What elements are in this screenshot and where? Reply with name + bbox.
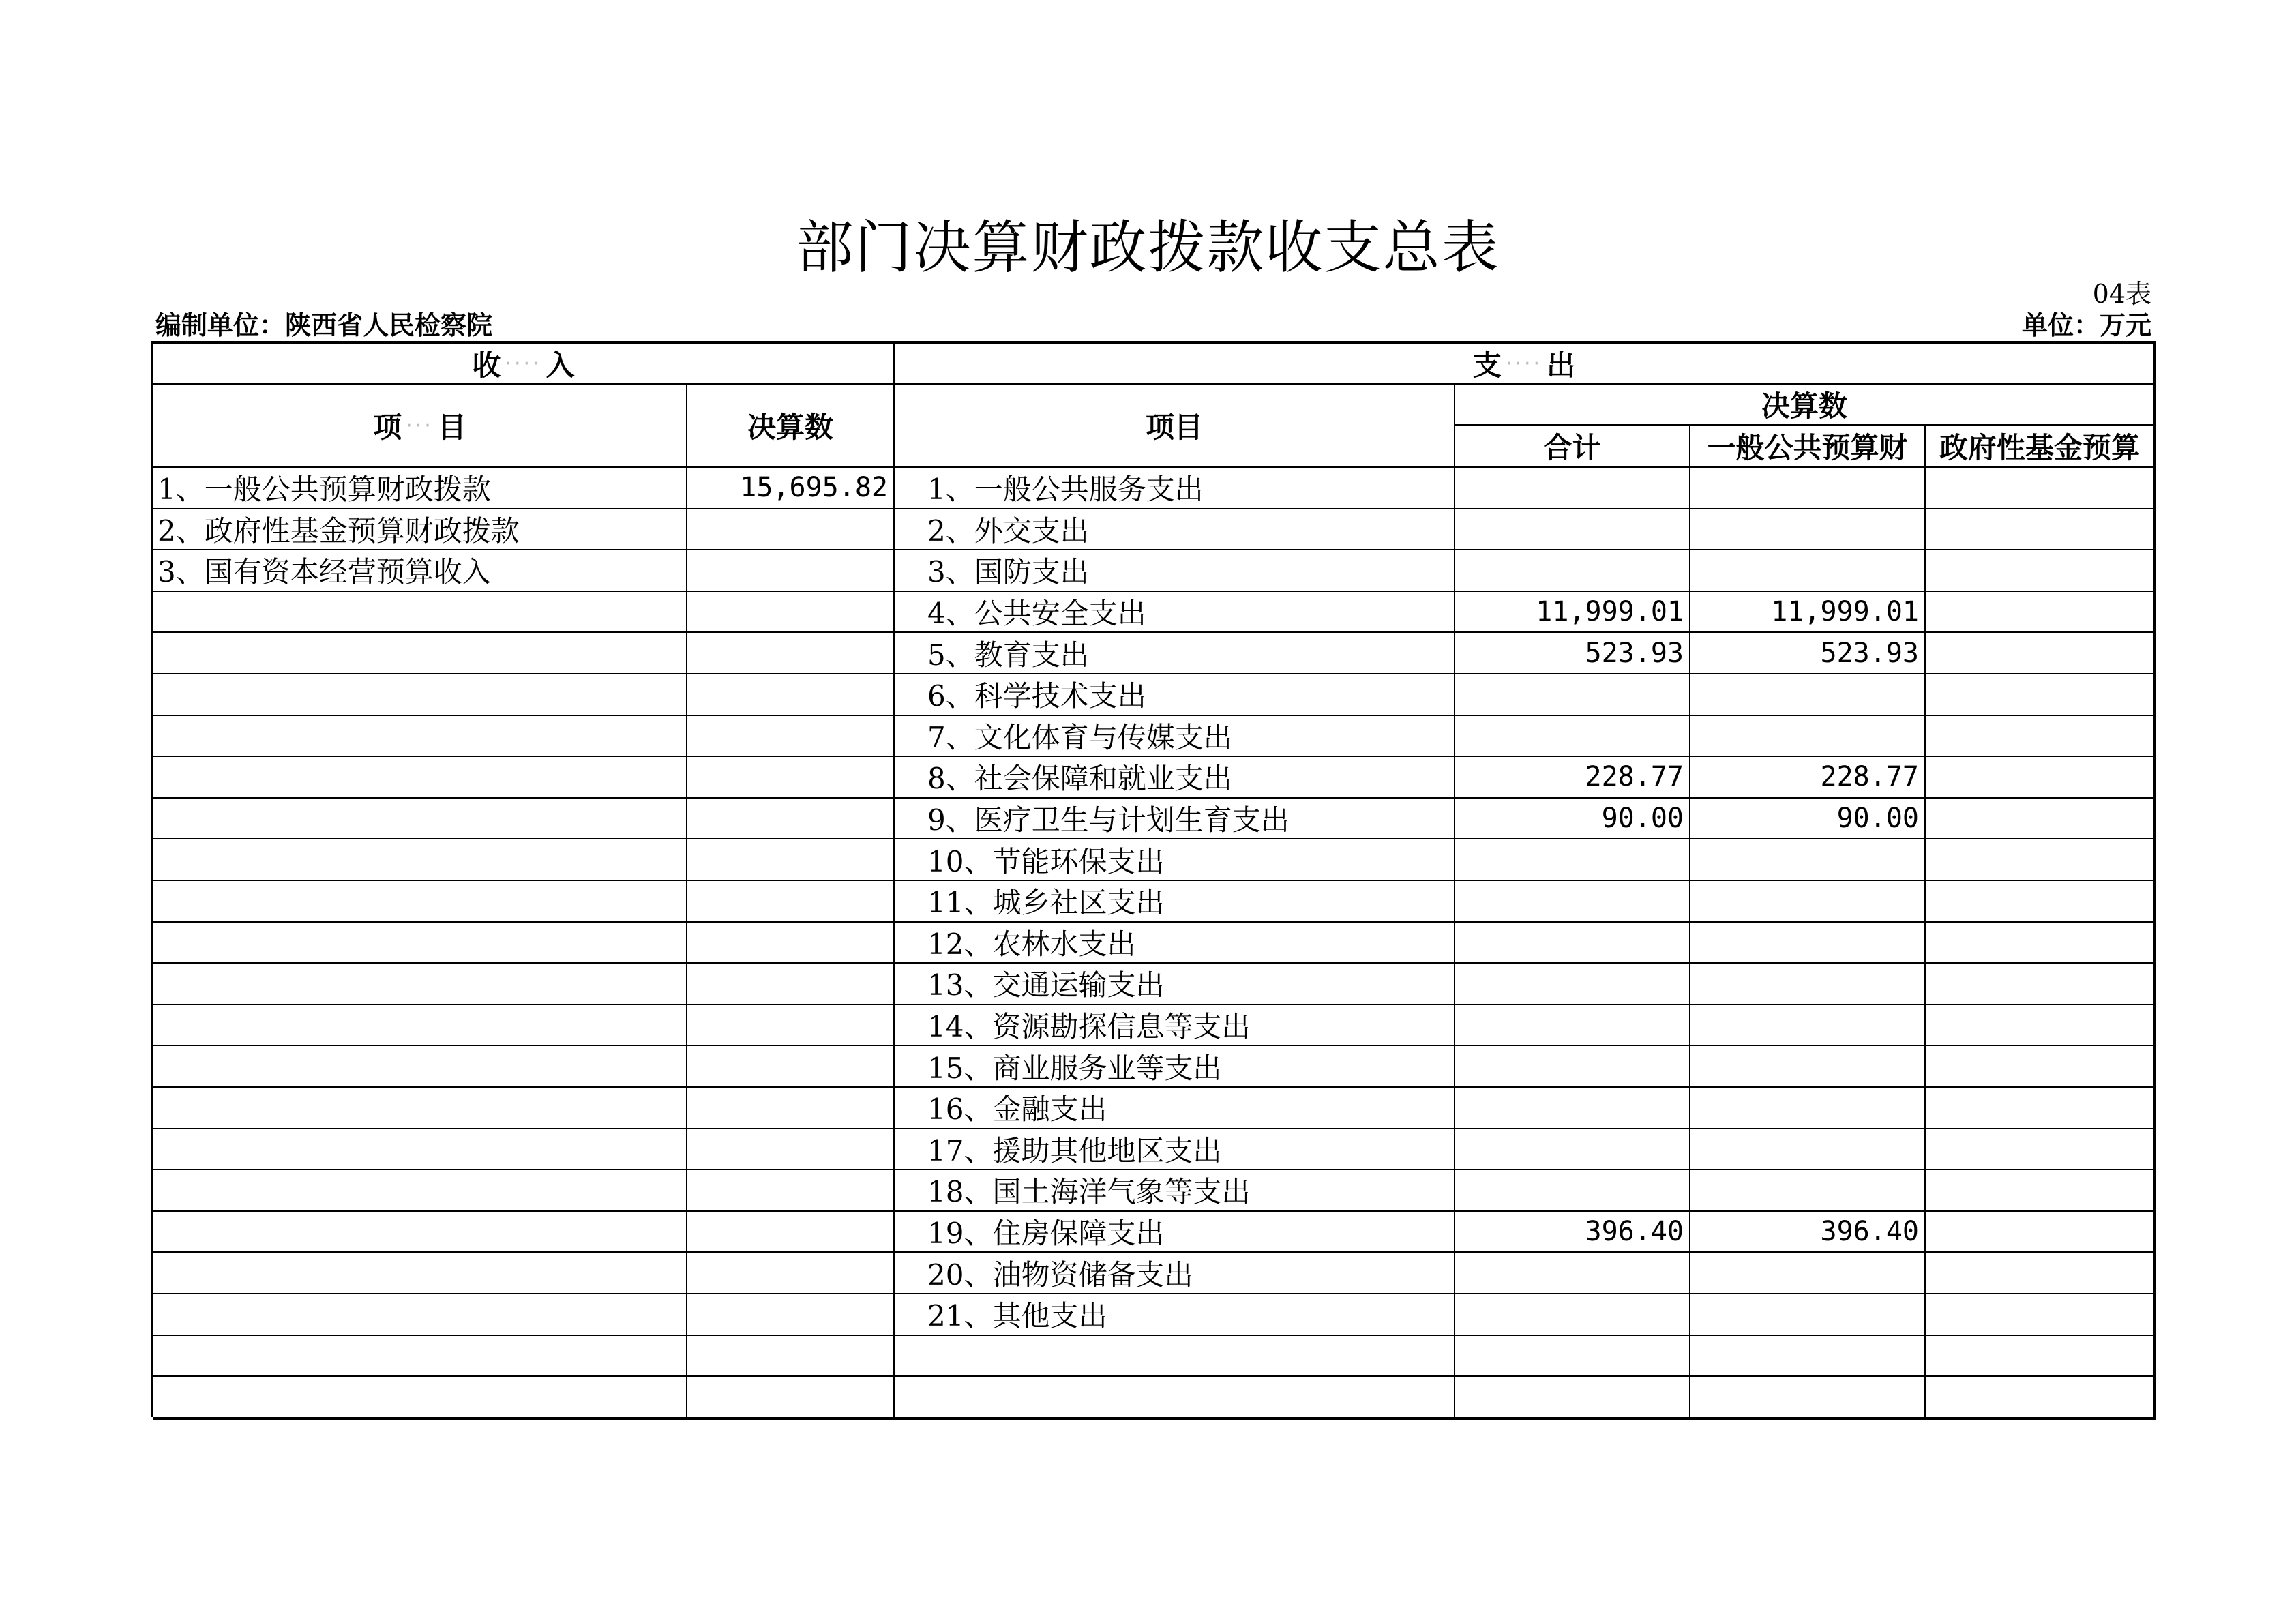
income-item-cell [153, 1294, 687, 1336]
expense-item-cell: 10、节能环保支出 [895, 839, 1455, 881]
expense-item-cell: 11、城乡社区支出 [895, 881, 1455, 923]
expense-item-cell: 21、其他支出 [895, 1294, 1455, 1336]
expense-general-cell [1690, 964, 1926, 1005]
expense-total-cell [1455, 468, 1690, 509]
expense-fund-cell [1926, 923, 2156, 964]
income-amount-cell: 15,695.82 [687, 468, 895, 509]
expense-total-cell [1455, 1129, 1690, 1171]
expense-item-cell [895, 1336, 1455, 1378]
expense-total-cell [1455, 509, 1690, 551]
expense-general-cell [1690, 1046, 1926, 1088]
income-amount-cell [687, 964, 895, 1005]
income-amount-cell [687, 550, 895, 592]
header-general-budget: 一般公共预算财 [1690, 426, 1926, 468]
header-item-left-tail: 目 [437, 411, 466, 444]
header-income [153, 344, 895, 385]
page-title: 部门决算财政拨款收支总表 [796, 214, 1500, 281]
expense-total-cell: 523.93 [1455, 633, 1690, 674]
income-item-cell [153, 1005, 687, 1047]
expense-item-cell: 17、援助其他地区支出 [895, 1129, 1455, 1171]
expense-total-cell: 396.40 [1455, 1212, 1690, 1253]
expense-total-cell [1455, 716, 1690, 758]
income-item-cell [153, 592, 687, 634]
income-item-cell [153, 1336, 687, 1378]
expense-general-cell: 11,999.01 [1690, 592, 1926, 634]
income-amount-cell [687, 633, 895, 674]
income-item-cell [153, 757, 687, 799]
expense-total-cell [1455, 1005, 1690, 1047]
income-item-cell [153, 716, 687, 758]
income-item-cell [153, 1046, 687, 1088]
header-amount-left: 决算数 [687, 385, 895, 468]
income-item-cell: 1、一般公共预算财政拨款 [153, 468, 687, 509]
expense-general-cell [1690, 674, 1926, 716]
expense-total-cell [1455, 1253, 1690, 1294]
expense-total-cell: 11,999.01 [1455, 592, 1690, 634]
header-income-dots: ···· [505, 351, 542, 376]
compiling-unit: 编制单位：陕西省人民检察院 [155, 310, 493, 340]
expense-item-cell [895, 1377, 1455, 1420]
income-amount-cell [687, 1377, 895, 1420]
expense-general-cell [1690, 1088, 1926, 1129]
income-item-cell: 3、国有资本经营预算收入 [153, 550, 687, 592]
expense-total-cell [1455, 881, 1690, 923]
expense-fund-cell [1926, 1129, 2156, 1171]
income-amount-cell [687, 592, 895, 634]
expense-item-cell: 9、医疗卫生与计划生育支出 [895, 799, 1455, 840]
income-amount-cell [687, 1212, 895, 1253]
expense-general-cell [1690, 923, 1926, 964]
expense-general-cell [1690, 1005, 1926, 1047]
expense-general-cell: 90.00 [1690, 799, 1926, 840]
income-item-cell [153, 923, 687, 964]
expense-item-cell: 7、文化体育与传媒支出 [895, 716, 1455, 758]
income-amount-cell [687, 1129, 895, 1171]
income-amount-cell [687, 716, 895, 758]
income-amount-cell [687, 674, 895, 716]
expense-total-cell [1455, 1377, 1690, 1420]
expense-item-cell: 19、住房保障支出 [895, 1212, 1455, 1253]
expense-general-cell [1690, 716, 1926, 758]
income-item-cell [153, 799, 687, 840]
table-number: 04表 [2092, 279, 2151, 309]
income-amount-cell [687, 1005, 895, 1047]
expense-fund-cell [1926, 674, 2156, 716]
income-amount-cell [687, 1253, 895, 1294]
income-item-cell [153, 1253, 687, 1294]
income-item-cell [153, 633, 687, 674]
expense-fund-cell [1926, 1212, 2156, 1253]
expense-fund-cell [1926, 550, 2156, 592]
header-item-left-dots: ··· [406, 413, 434, 438]
header-income-text: 收 [472, 348, 501, 382]
expense-item-cell: 5、教育支出 [895, 633, 1455, 674]
income-item-cell [153, 1212, 687, 1253]
expense-fund-cell [1926, 1005, 2156, 1047]
expense-fund-cell [1926, 1377, 2156, 1420]
expense-total-cell [1455, 550, 1690, 592]
expense-item-cell: 1、一般公共服务支出 [895, 468, 1455, 509]
expense-total-cell [1455, 923, 1690, 964]
expense-fund-cell [1926, 799, 2156, 840]
expense-general-cell: 523.93 [1690, 633, 1926, 674]
expense-total-cell: 228.77 [1455, 757, 1690, 799]
expense-fund-cell [1926, 716, 2156, 758]
income-item-cell [153, 674, 687, 716]
header-item-left-text: 项 [373, 411, 402, 444]
expense-fund-cell [1926, 881, 2156, 923]
expense-general-cell [1690, 1129, 1926, 1171]
expense-general-cell [1690, 550, 1926, 592]
header-amount-right: 决算数 [1455, 385, 2156, 426]
header-item-right: 项目 [895, 385, 1455, 468]
income-amount-cell [687, 923, 895, 964]
income-amount-cell [687, 799, 895, 840]
expense-total-cell: 90.00 [1455, 799, 1690, 840]
header-expense-tail: 出 [1547, 348, 1576, 382]
expense-general-cell [1690, 1377, 1926, 1420]
income-amount-cell [687, 1088, 895, 1129]
expense-item-cell: 15、商业服务业等支出 [895, 1046, 1455, 1088]
income-amount-cell [687, 757, 895, 799]
expense-total-cell [1455, 964, 1690, 1005]
income-item-cell [153, 881, 687, 923]
header-item-left [153, 385, 687, 468]
income-item-cell [153, 1170, 687, 1212]
header-expense-text: 支 [1472, 348, 1502, 382]
income-item-cell: 2、政府性基金预算财政拨款 [153, 509, 687, 551]
expense-item-cell: 3、国防支出 [895, 550, 1455, 592]
expense-item-cell: 8、社会保障和就业支出 [895, 757, 1455, 799]
expense-fund-cell [1926, 839, 2156, 881]
income-item-cell [153, 1088, 687, 1129]
finance-table [151, 341, 2156, 1417]
expense-fund-cell [1926, 1336, 2156, 1378]
expense-general-cell [1690, 1170, 1926, 1212]
header-fund-budget: 政府性基金预算 [1926, 426, 2156, 468]
expense-general-cell [1690, 1336, 1926, 1378]
expense-item-cell: 2、外交支出 [895, 509, 1455, 551]
expense-fund-cell [1926, 1088, 2156, 1129]
expense-item-cell: 6、科学技术支出 [895, 674, 1455, 716]
expense-total-cell [1455, 1170, 1690, 1212]
income-amount-cell [687, 1046, 895, 1088]
expense-fund-cell [1926, 509, 2156, 551]
expense-item-cell: 18、国土海洋气象等支出 [895, 1170, 1455, 1212]
expense-general-cell [1690, 839, 1926, 881]
expense-item-cell: 20、油物资储备支出 [895, 1253, 1455, 1294]
expense-fund-cell [1926, 1046, 2156, 1088]
expense-general-cell [1690, 1294, 1926, 1336]
expense-total-cell [1455, 1046, 1690, 1088]
income-amount-cell [687, 839, 895, 881]
expense-total-cell [1455, 1336, 1690, 1378]
expense-general-cell [1690, 881, 1926, 923]
expense-general-cell [1690, 1253, 1926, 1294]
expense-total-cell [1455, 839, 1690, 881]
expense-fund-cell [1926, 1170, 2156, 1212]
expense-total-cell [1455, 674, 1690, 716]
income-item-cell [153, 1129, 687, 1171]
expense-fund-cell [1926, 964, 2156, 1005]
expense-general-cell: 228.77 [1690, 757, 1926, 799]
income-amount-cell [687, 881, 895, 923]
income-item-cell [153, 1377, 687, 1420]
expense-item-cell: 4、公共安全支出 [895, 592, 1455, 634]
currency-unit: 单位：万元 [2021, 310, 2151, 340]
expense-general-cell: 396.40 [1690, 1212, 1926, 1253]
income-item-cell [153, 964, 687, 1005]
income-amount-cell [687, 509, 895, 551]
expense-fund-cell [1926, 757, 2156, 799]
expense-item-cell: 14、资源勘探信息等支出 [895, 1005, 1455, 1047]
header-total: 合计 [1455, 426, 1690, 468]
header-expense [895, 344, 2156, 385]
expense-total-cell [1455, 1088, 1690, 1129]
expense-item-cell: 13、交通运输支出 [895, 964, 1455, 1005]
expense-item-cell: 16、金融支出 [895, 1088, 1455, 1129]
expense-fund-cell [1926, 468, 2156, 509]
income-item-cell [153, 839, 687, 881]
expense-general-cell [1690, 468, 1926, 509]
income-amount-cell [687, 1294, 895, 1336]
income-amount-cell [687, 1170, 895, 1212]
expense-general-cell [1690, 509, 1926, 551]
expense-fund-cell [1926, 592, 2156, 634]
expense-fund-cell [1926, 1253, 2156, 1294]
header-expense-dots: ···· [1505, 351, 1543, 376]
header-income-tail: 入 [546, 348, 575, 382]
expense-item-cell: 12、农林水支出 [895, 923, 1455, 964]
expense-fund-cell [1926, 633, 2156, 674]
income-amount-cell [687, 1336, 895, 1378]
expense-total-cell [1455, 1294, 1690, 1336]
expense-fund-cell [1926, 1294, 2156, 1336]
